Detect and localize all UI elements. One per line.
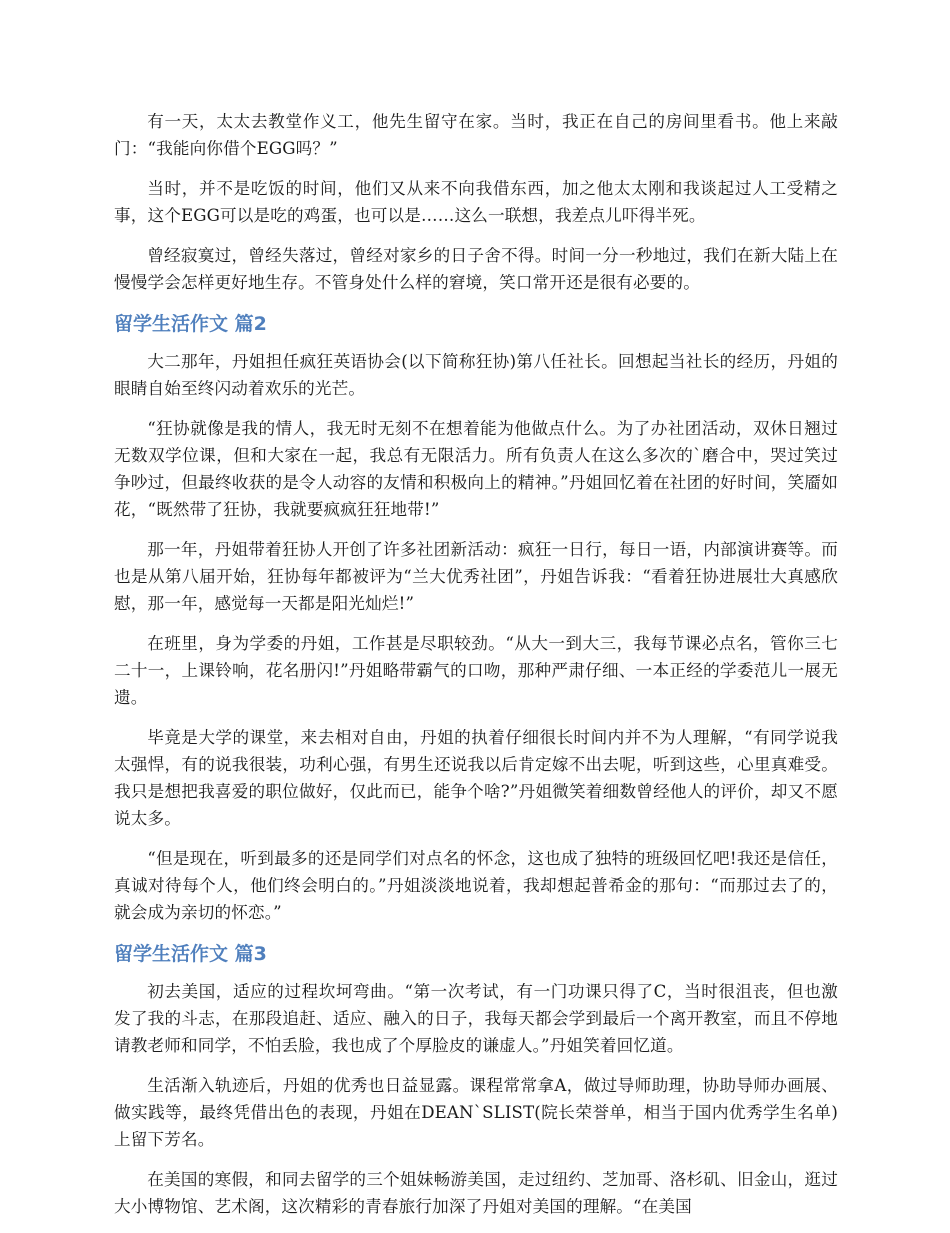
body-paragraph: 那一年，丹姐带着狂协人开创了许多社团新活动：疯狂一日行，每日一语，内部演讲赛等。而也是从第八届开始，狂协每年都被评为“兰大优秀社团”，丹姐告诉我：“看着狂协进展壮大真感欣慰，那一年，感觉每一天都是阳光灿烂!” <box>114 540 839 613</box>
section-2 <box>114 309 838 926</box>
body-paragraph: 在班里，身为学委的丹姐，工作甚是尽职较劲。“从大一到大三，我每节课必点名，管你三七二十一，上课铃响，花名册闪!”丹姐略带霸气的口吻，那种严肃仔细、一本正经的学委范儿一展无遗。 <box>114 634 838 707</box>
body-paragraph: “但是现在，听到最多的还是同学们对点名的怀念，这也成了独特的班级回忆吧!我还是信任，真诚对待每个人，他们终会明白的。”丹姐淡淡地说着，我却想起普希金的那句：“而那过去了的，就会成为亲切的怀恋。” <box>114 849 838 922</box>
body-paragraph: 有一天，太太去教堂作义工，他先生留守在家。当时，我正在自己的房间里看书。他上来敲门：“我能向你借个EGG吗？” <box>114 112 838 158</box>
body-paragraph: 生活渐入轨迹后，丹姐的优秀也日益显露。课程常常拿A，做过导师助理，协助导师办画展、做实践等，最终凭借出色的表现，丹姐在DEAN`SLIST(院长荣誉单，相当于国内优秀学生名单)上留下芳名。 <box>114 1076 838 1149</box>
body-paragraph: 当时，并不是吃饭的时间，他们又从来不向我借东西，加之他太太刚和我谈起过人工受精之事，这个EGG可以是吃的鸡蛋，也可以是……这么一联想，我差点儿吓得半死。 <box>114 179 838 225</box>
body-paragraph: 初去美国，适应的过程坎坷弯曲。“第一次考试，有一门功课只得了C，当时很沮丧，但也激发了我的斗志，在那段追赶、适应、融入的日子，我每天都会学到最后一个离开教室，而且不停地请教老师和同学，不怕丢脸，我也成了个厚脸皮的谦虚人。”丹姐笑着回忆道。 <box>114 982 838 1055</box>
body-paragraph: 大二那年，丹姐担任疯狂英语协会(以下简称狂协)第八任社长。回想起当社长的经历，丹姐的眼睛自始至终闪动着欢乐的光芒。 <box>114 352 838 398</box>
document-page <box>114 108 838 1233</box>
section-3 <box>114 939 838 1220</box>
body-paragraph: 曾经寂寞过，曾经失落过，曾经对家乡的日子舍不得。时间一分一秒地过，我们在新大陆上在慢慢学会怎样更好地生存。不管身处什么样的窘境，笑口常开还是很有必要的。 <box>114 246 838 292</box>
body-paragraph: 毕竟是大学的课堂，来去相对自由，丹姐的执着仔细很长时间内并不为人理解，“有同学说我太强悍，有的说我很装，功利心强，有男生还说我以后肯定嫁不出去呢，听到这些，心里真难受。我只是想把我喜爱的职位做好，仅此而已，能争个啥?”丹姐微笑着细数曾经他人的评价，却又不愿说太多。 <box>114 728 838 828</box>
section-heading: 留学生活作文 篇3 <box>114 943 267 965</box>
body-paragraph: “狂协就像是我的情人，我无时无刻不在想着能为他做点什么。为了办社团活动，双休日翘过无数双学位课，但和大家在一起，我总有无限活力。所有负责人在这么多次的`磨合中，哭过笑过争吵过，但最终收获的是令人动容的友情和积极向上的精神。”丹姐回忆着在社团的好时间，笑靥如花，“既然带了狂协，我就要疯疯狂狂地带!” <box>114 419 838 519</box>
body-paragraph: 在美国的寒假，和同去留学的三个姐妹畅游美国，走过纽约、芝加哥、洛杉矶、旧金山，逛过大小博物馆、艺术阁，这次精彩的青春旅行加深了丹姐对美国的理解。“在美国 <box>114 1170 838 1216</box>
section-heading: 留学生活作文 篇2 <box>114 313 267 335</box>
